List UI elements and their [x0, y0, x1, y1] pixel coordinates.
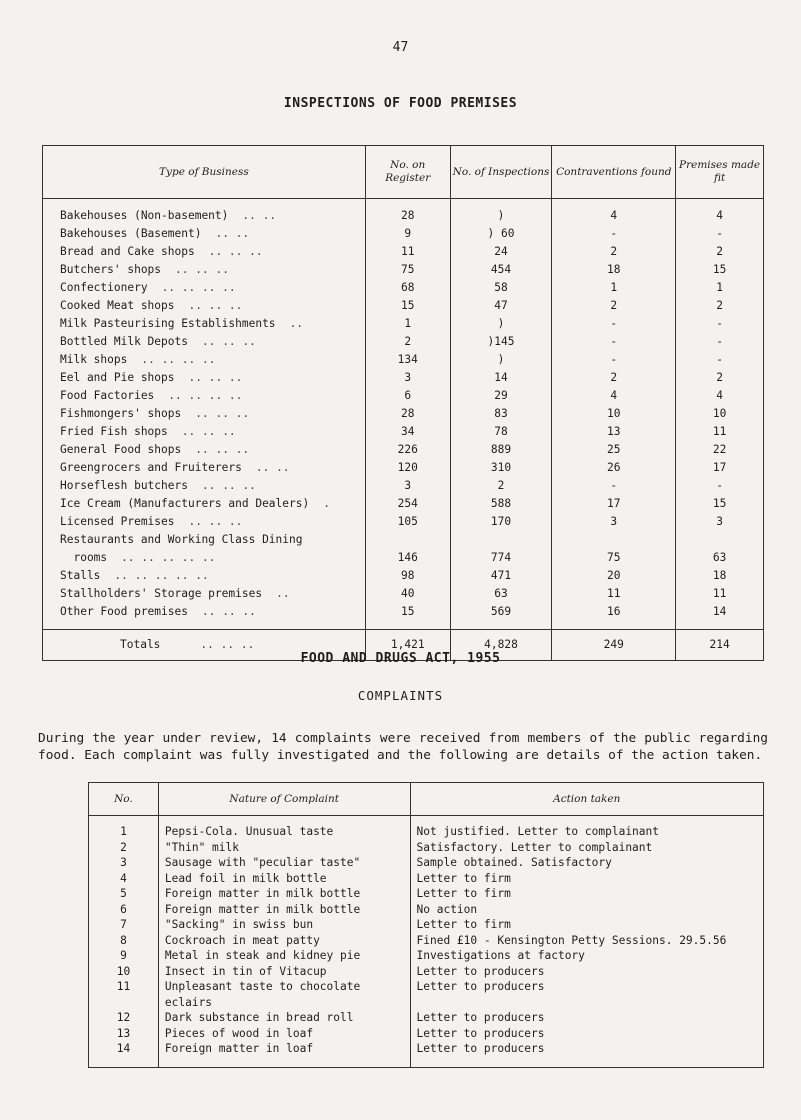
complaint-number: 9 [89, 948, 159, 964]
leader-dots: .. .. .. .. [141, 353, 216, 366]
total-inspections: 4,828 [450, 630, 552, 661]
business-type-cell [43, 333, 366, 351]
inspection-count: ) 60 [450, 225, 552, 243]
leader-dots: .. .. .. .. [168, 389, 243, 402]
inspection-count: 2 [450, 477, 552, 495]
complaint-action: Letter to producers [410, 1041, 763, 1067]
complaint-row [89, 902, 764, 918]
made-fit-count: 63 [676, 549, 764, 567]
leader-dots: .. [276, 587, 290, 600]
register-count: 40 [365, 585, 450, 603]
register-count: 146 [365, 549, 450, 567]
complaint-number: 6 [89, 902, 159, 918]
contraventions-count: 3 [552, 513, 676, 531]
premises-row [43, 495, 764, 513]
complaint-row [89, 964, 764, 980]
complaint-row [89, 948, 764, 964]
business-type-cell [43, 423, 366, 441]
register-count: 105 [365, 513, 450, 531]
premises-row [43, 199, 764, 226]
made-fit-count: 18 [676, 567, 764, 585]
register-count: 75 [365, 261, 450, 279]
business-type: Bakehouses (Basement) [60, 227, 202, 240]
complaint-number: 7 [89, 917, 159, 933]
inspection-count: 83 [450, 405, 552, 423]
business-type-cell [43, 531, 366, 549]
inspection-count: 14 [450, 369, 552, 387]
made-fit-count: - [676, 333, 764, 351]
complaint-action: Satisfactory. Letter to complainant [410, 840, 763, 856]
header-no: No. [89, 783, 159, 816]
business-type-cell [43, 495, 366, 513]
premises-table [42, 145, 764, 661]
inspection-count: 47 [450, 297, 552, 315]
leader-dots: .. .. .. [201, 479, 256, 492]
leader-dots: .. .. .. [181, 425, 236, 438]
complaint-nature: Unpleasant taste to chocolate eclairs [158, 979, 410, 1010]
contraventions-count: - [552, 477, 676, 495]
contraventions-count: 1 [552, 279, 676, 297]
inspection-count: 569 [450, 603, 552, 630]
complaint-nature: Metal in steak and kidney pie [158, 948, 410, 964]
made-fit-count: 22 [676, 441, 764, 459]
register-count: 6 [365, 387, 450, 405]
register-count [365, 531, 450, 549]
premises-row [43, 567, 764, 585]
business-type-cell [43, 513, 366, 531]
business-type-cell [43, 459, 366, 477]
premises-row [43, 279, 764, 297]
complaint-number: 14 [89, 1041, 159, 1067]
complaint-number: 4 [89, 871, 159, 887]
business-type: Fishmongers' shops [60, 407, 182, 420]
act-title: FOOD AND DRUGS ACT, 1955 [300, 651, 501, 666]
inspection-count: 454 [450, 261, 552, 279]
total-contraventions: 249 [552, 630, 676, 661]
complaint-number: 1 [89, 816, 159, 840]
complaint-nature: "Thin" milk [158, 840, 410, 856]
premises-row [43, 513, 764, 531]
complaint-nature: Foreign matter in milk bottle [158, 886, 410, 902]
complaint-nature: "Sacking" in swiss bun [158, 917, 410, 933]
complaints-header-row [89, 783, 764, 816]
business-type: Ice Cream (Manufacturers and Dealers) [60, 497, 310, 510]
header-type: Type of Business [43, 146, 366, 199]
complaint-row [89, 871, 764, 887]
contraventions-count: 10 [552, 405, 676, 423]
complaint-row [89, 1041, 764, 1067]
business-type-cell [43, 603, 366, 630]
complaints-body [89, 816, 764, 1068]
premises-body [43, 199, 764, 661]
header-inspections: No. of Inspections [450, 146, 552, 199]
complaint-nature: Pepsi-Cola. Unusual taste [158, 816, 410, 840]
made-fit-count: 2 [676, 243, 764, 261]
complaint-number: 10 [89, 964, 159, 980]
contraventions-count: - [552, 333, 676, 351]
business-type-cell [43, 225, 366, 243]
inspection-count: 170 [450, 513, 552, 531]
leader-dots: .. .. .. [200, 638, 255, 651]
contraventions-count: 16 [552, 603, 676, 630]
made-fit-count: 2 [676, 369, 764, 387]
complaint-row [89, 816, 764, 840]
inspection-count: 63 [450, 585, 552, 603]
complaint-nature: Foreign matter in milk bottle [158, 902, 410, 918]
made-fit-count: 2 [676, 297, 764, 315]
inspection-count: 471 [450, 567, 552, 585]
leader-dots: .. .. .. [201, 335, 256, 348]
business-type: Milk Pasteurising Establishments [60, 317, 276, 330]
inspection-count: ) [450, 315, 552, 333]
premises-row [43, 603, 764, 630]
made-fit-count: 11 [676, 585, 764, 603]
premises-row [43, 297, 764, 315]
inspection-count: 588 [450, 495, 552, 513]
business-type: Stallholders' Storage premises [60, 587, 263, 600]
leader-dots: .. .. .. .. [161, 281, 236, 294]
register-count: 28 [365, 199, 450, 226]
inspection-count: 78 [450, 423, 552, 441]
inspection-count: ) [450, 351, 552, 369]
complaint-number: 12 [89, 1010, 159, 1026]
register-count: 98 [365, 567, 450, 585]
premises-row [43, 369, 764, 387]
complaint-nature: Pieces of wood in loaf [158, 1026, 410, 1042]
premises-row [43, 477, 764, 495]
leader-dots: .. .. .. [188, 299, 243, 312]
contraventions-count: 26 [552, 459, 676, 477]
register-count: 11 [365, 243, 450, 261]
complaint-number: 13 [89, 1026, 159, 1042]
register-count: 15 [365, 603, 450, 630]
complaint-number: 3 [89, 855, 159, 871]
complaint-number: 2 [89, 840, 159, 856]
leader-dots: .. .. .. .. .. [121, 551, 216, 564]
premises-row [43, 351, 764, 369]
made-fit-count: 15 [676, 261, 764, 279]
premises-row [43, 585, 764, 603]
premises-row [43, 531, 764, 549]
business-type-cell [43, 351, 366, 369]
complaint-row [89, 979, 764, 1010]
business-type-cell [43, 279, 366, 297]
made-fit-count: 15 [676, 495, 764, 513]
business-type-cell [43, 297, 366, 315]
register-count: 1 [365, 315, 450, 333]
complaint-row [89, 886, 764, 902]
complaint-action: Investigations at factory [410, 948, 763, 964]
contraventions-count: 4 [552, 199, 676, 226]
business-type-cell [43, 315, 366, 333]
business-type-cell [43, 369, 366, 387]
complaint-nature: Lead foil in milk bottle [158, 871, 410, 887]
contraventions-count: 4 [552, 387, 676, 405]
business-type: General Food shops [60, 443, 182, 456]
complaint-number: 11 [89, 979, 159, 1010]
register-count: 28 [365, 405, 450, 423]
business-type: Bread and Cake shops [60, 245, 195, 258]
made-fit-count: 10 [676, 405, 764, 423]
complaint-action: Letter to producers [410, 1010, 763, 1026]
contraventions-count: 18 [552, 261, 676, 279]
leader-dots: .. [289, 317, 304, 330]
inspection-count: 29 [450, 387, 552, 405]
inspection-count: )145 [450, 333, 552, 351]
inspection-count: 310 [450, 459, 552, 477]
leader-dots: . [323, 497, 330, 510]
contraventions-count: 17 [552, 495, 676, 513]
complaint-nature: Dark substance in bread roll [158, 1010, 410, 1026]
contraventions-count [552, 531, 676, 549]
made-fit-count: 3 [676, 513, 764, 531]
complaint-action: Letter to producers [410, 979, 763, 1010]
made-fit-count: 11 [676, 423, 764, 441]
inspection-count: 889 [450, 441, 552, 459]
complaint-nature: Insect in tin of Vitacup [158, 964, 410, 980]
complaints-subtitle: COMPLAINTS [357, 688, 444, 703]
premises-row [43, 405, 764, 423]
leader-dots: .. .. .. [208, 245, 263, 258]
contraventions-count: - [552, 225, 676, 243]
inspection-count: ) [450, 199, 552, 226]
premises-row [43, 459, 764, 477]
complaint-row [89, 917, 764, 933]
register-count: 2 [365, 333, 450, 351]
premises-header-row [43, 146, 764, 199]
complaint-action: Sample obtained. Satisfactory [410, 855, 763, 871]
total-made-fit: 214 [676, 630, 764, 661]
inspection-count: 58 [450, 279, 552, 297]
contraventions-count: 2 [552, 297, 676, 315]
premises-row [43, 333, 764, 351]
register-count: 3 [365, 369, 450, 387]
made-fit-count: 1 [676, 279, 764, 297]
header-action: Action taken [410, 783, 763, 816]
register-count: 34 [365, 423, 450, 441]
business-type: Stalls [60, 569, 101, 582]
premises-row [43, 243, 764, 261]
made-fit-count: 14 [676, 603, 764, 630]
contraventions-count: 13 [552, 423, 676, 441]
complaint-action: Letter to firm [410, 917, 763, 933]
business-type: Fried Fish shops [60, 425, 168, 438]
contraventions-count: 11 [552, 585, 676, 603]
complaint-number: 5 [89, 886, 159, 902]
register-count: 68 [365, 279, 450, 297]
contraventions-count: 2 [552, 369, 676, 387]
premises-row [43, 225, 764, 243]
contraventions-count: 25 [552, 441, 676, 459]
complaint-row [89, 840, 764, 856]
complaint-action: Letter to producers [410, 1026, 763, 1042]
leader-dots: .. .. .. .. .. [114, 569, 209, 582]
totals-label: Totals [120, 638, 161, 651]
header-contraventions: Contraventions found [552, 146, 676, 199]
leader-dots: .. .. .. [188, 371, 243, 384]
made-fit-count: - [676, 477, 764, 495]
header-made-fit: Premises made fit [676, 146, 764, 199]
leader-dots: .. .. [215, 227, 250, 240]
total-register: 1,421 [365, 630, 450, 661]
premises-row [43, 387, 764, 405]
business-type-cell [43, 243, 366, 261]
complaint-nature: Foreign matter in loaf [158, 1041, 410, 1067]
made-fit-count: - [676, 225, 764, 243]
register-count: 226 [365, 441, 450, 459]
business-type: Confectionery [60, 281, 148, 294]
inspections-title: INSPECTIONS OF FOOD PREMISES [283, 96, 518, 111]
premises-row [43, 423, 764, 441]
register-count: 254 [365, 495, 450, 513]
complaint-action: Fined £10 - Kensington Petty Sessions. 29.5.56 [410, 933, 763, 949]
complaints-table [88, 782, 764, 1068]
made-fit-count [676, 531, 764, 549]
business-type: Licensed Premises [60, 515, 175, 528]
complaint-action: Letter to firm [410, 871, 763, 887]
complaint-number: 8 [89, 933, 159, 949]
contraventions-count: 2 [552, 243, 676, 261]
business-type: Greengrocers and Fruiterers [60, 461, 242, 474]
inspection-count: 774 [450, 549, 552, 567]
inspection-count [450, 531, 552, 549]
header-register: No. on Register [365, 146, 450, 199]
premises-row [43, 261, 764, 279]
premises-row [43, 549, 764, 567]
contraventions-count: - [552, 315, 676, 333]
contraventions-count: - [552, 351, 676, 369]
premises-row [43, 315, 764, 333]
business-type: Cooked Meat shops [60, 299, 175, 312]
complaint-nature: Cockroach in meat patty [158, 933, 410, 949]
complaint-action: Letter to producers [410, 964, 763, 980]
business-type: Horseflesh butchers [60, 479, 188, 492]
leader-dots: .. .. .. [195, 407, 250, 420]
contraventions-count: 75 [552, 549, 676, 567]
complaints-paragraph: During the year under review, 14 complaints were received from members of the public regarding food. Each complaint was fully investigated and the following are details of the action taken. [38, 731, 768, 763]
complaint-action: Letter to firm [410, 886, 763, 902]
business-type-cell [43, 387, 366, 405]
business-type-cell [43, 199, 366, 226]
business-type-cell [43, 261, 366, 279]
business-type-cell [43, 585, 366, 603]
made-fit-count: - [676, 315, 764, 333]
register-count: 134 [365, 351, 450, 369]
register-count: 9 [365, 225, 450, 243]
contraventions-count: 20 [552, 567, 676, 585]
header-nature: Nature of Complaint [158, 783, 410, 816]
complaint-row [89, 1026, 764, 1042]
made-fit-count: - [676, 351, 764, 369]
business-type-cell [43, 477, 366, 495]
complaint-row [89, 933, 764, 949]
business-type: rooms [60, 551, 108, 564]
complaint-action: No action [410, 902, 763, 918]
complaint-action: Not justified. Letter to complainant [410, 816, 763, 840]
complaint-row [89, 1010, 764, 1026]
leader-dots: .. .. .. [175, 263, 229, 276]
business-type-cell [43, 567, 366, 585]
complaint-row [89, 855, 764, 871]
business-type: Restaurants and Working Class Dining [60, 533, 303, 546]
premises-row [43, 441, 764, 459]
business-type: Other Food premises [60, 605, 188, 618]
leader-dots: .. .. [255, 461, 290, 474]
business-type: Milk shops [60, 353, 128, 366]
business-type: Butchers' shops [60, 263, 162, 276]
business-type-cell [43, 405, 366, 423]
business-type-cell [43, 549, 366, 567]
business-type: Bakehouses (Non-basement) [60, 209, 229, 222]
business-type: Food Factories [60, 389, 155, 402]
business-type-cell [43, 441, 366, 459]
register-count: 3 [365, 477, 450, 495]
complaint-nature: Sausage with "peculiar taste" [158, 855, 410, 871]
business-type: Eel and Pie shops [60, 371, 175, 384]
leader-dots: .. .. .. [188, 515, 243, 528]
leader-dots: .. .. [242, 209, 277, 222]
page-number: 47 [392, 40, 409, 55]
register-count: 15 [365, 297, 450, 315]
leader-dots: .. .. .. [195, 443, 250, 456]
made-fit-count: 17 [676, 459, 764, 477]
leader-dots: .. .. .. [201, 605, 256, 618]
business-type: Bottled Milk Depots [60, 335, 188, 348]
made-fit-count: 4 [676, 387, 764, 405]
made-fit-count: 4 [676, 199, 764, 226]
inspection-count: 24 [450, 243, 552, 261]
register-count: 120 [365, 459, 450, 477]
